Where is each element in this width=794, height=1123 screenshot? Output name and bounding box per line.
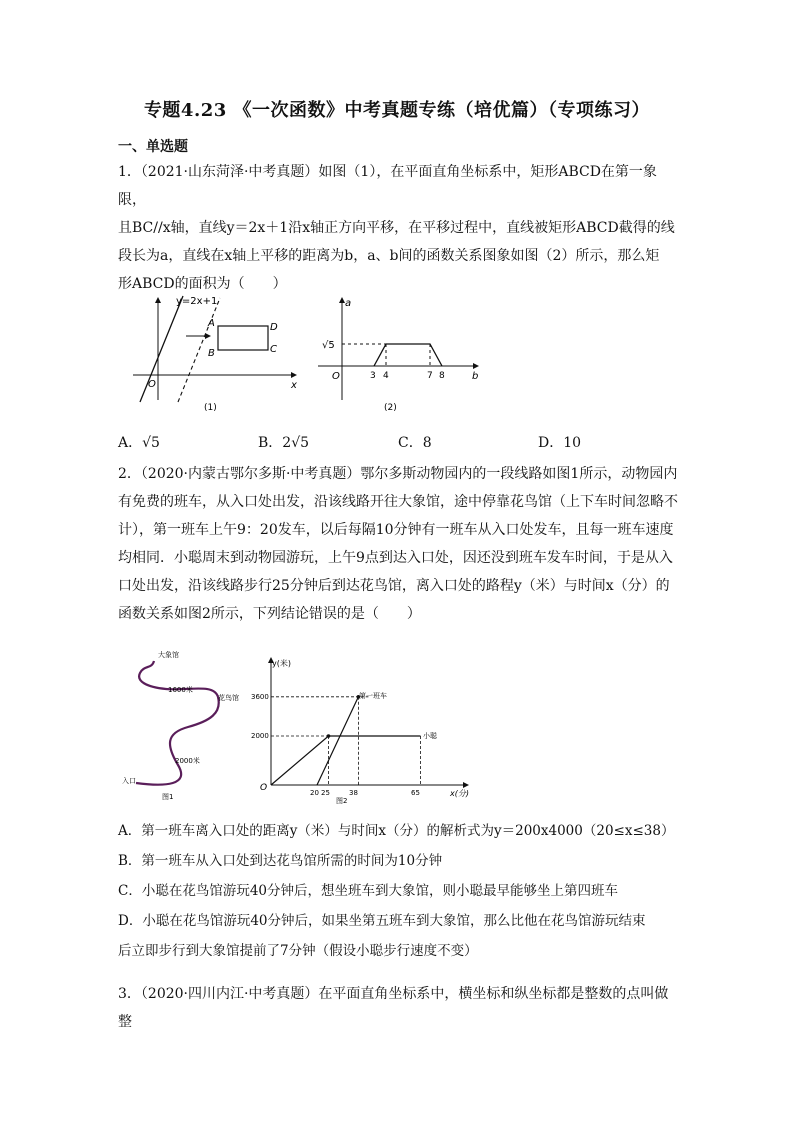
tick-3: 3 [370, 371, 376, 381]
tick-8: 8 [439, 371, 445, 381]
chart-guides [271, 697, 421, 785]
option-b[interactable]: B．2√5 [258, 435, 310, 451]
chart-caption: 图2 [336, 797, 348, 805]
data-point-25 [327, 734, 331, 738]
bird-house-label: 花鸟馆 [218, 694, 239, 702]
a-axis-label: a [345, 298, 352, 309]
chart-series [271, 697, 421, 785]
q3-line: 3．（2020·四川内江·中考真题）在平面直角坐标系中，横坐标和纵坐标都是整数的点叫做整 [118, 986, 669, 1030]
origin-label: O [148, 379, 156, 390]
option-d[interactable]: D．10 [538, 435, 582, 451]
elephant-house-label: 大象馆 [158, 651, 179, 659]
origin-label: O [260, 783, 268, 793]
q1-figure-1 [128, 290, 308, 420]
option-c[interactable]: C．小聪在花鸟馆游玩40分钟后，想坐班车到大象馆，则小聪最早能够坐上第四班车 [118, 883, 619, 899]
x-tick-65: 65 [411, 789, 420, 797]
q2-options [118, 816, 688, 966]
tick-4: 4 [383, 371, 389, 381]
q2-line: 均相同．小聪周末到动物园游玩，上午9点到达入口处，因还没到班车发车时间，于是从入 [118, 550, 673, 566]
q2-line: 函数关系如图2所示，下列结论错误的是（ ） [118, 606, 421, 622]
point-b-label: B [208, 348, 215, 359]
walker-label: 小聪 [423, 732, 437, 740]
point-d-label: D [270, 322, 278, 333]
x-tick-20: 20 [310, 789, 319, 797]
figure-caption: (2) [384, 403, 397, 413]
route-path [136, 661, 219, 785]
page-title: 专题4.23 《一次函数》中考真题专练（培优篇）（专项练习） [143, 100, 651, 121]
b-axis-label: b [472, 371, 479, 382]
x-axis-label: x(分) [450, 789, 469, 798]
map-caption: 图1 [162, 793, 174, 801]
series-line-walker [271, 736, 421, 785]
entrance-label: 入口 [122, 777, 136, 785]
q2-line: 口处出发，沿该线路步行25分钟后到达花鸟馆，离入口处的路程y（米）与时间x（分）的 [118, 578, 670, 594]
q2-route-map [118, 645, 248, 805]
option-d[interactable]: D．小聪在花鸟馆游玩40分钟后，如果坐第五班车到大象馆，那么比他在花鸟馆游玩结束 [118, 913, 646, 929]
q1-line: 1．（2021·山东菏泽·中考真题）如图（1），在平面直角坐标系中，矩形ABCD在第一象限， [118, 164, 657, 208]
tick-7: 7 [427, 371, 433, 381]
q2-chart [248, 650, 478, 810]
line-y-2x-1 [140, 296, 183, 402]
question-2-text [118, 460, 678, 628]
distance-1600-label: 1600米 [168, 686, 193, 694]
function-graph [374, 344, 442, 366]
q2-line: 2．（2020·内蒙古鄂尔多斯·中考真题）鄂尔多斯动物园内的一段线路如图1所示，动物园内 [118, 466, 678, 482]
point-c-label: C [270, 344, 277, 355]
chart-marks [327, 695, 361, 738]
q2-line: 有免费的班车，从入口处出发，沿该线路开往大象馆，途中停靠花鸟馆（上下车时间忽略不 [118, 494, 678, 510]
bus-label: 第一班车 [359, 692, 387, 700]
y-tick-2000: 2000 [251, 732, 269, 740]
line-label: y=2x+1 [176, 296, 218, 307]
x-axis-label: x [291, 380, 297, 391]
point-a-label: A [208, 318, 215, 329]
y-tick-3600: 3600 [251, 693, 269, 701]
sqrt5-label: √5 [322, 340, 335, 351]
option-a[interactable]: A．第一班车离入口处的距离y（米）与时间x（分）的解析式为y＝200x4000（20≤x≤38） [118, 823, 675, 839]
figure-caption: (1) [204, 403, 217, 413]
y-axis-label: y(米) [272, 659, 291, 668]
distance-2000-label: 2000米 [175, 757, 200, 765]
option-a[interactable]: A．√5 [118, 435, 160, 451]
origin-label: O [332, 371, 340, 382]
option-b[interactable]: B．第一班车从入口处到达花鸟馆所需的时间为10分钟 [118, 853, 443, 869]
rectangle-abcd [218, 326, 268, 350]
section-heading: 一、单选题 [118, 139, 188, 155]
q1-line: 形ABCD的面积为（ ） [118, 276, 287, 292]
q1-line: 且BC//x轴，直线y＝2x＋1沿x轴正方向平移，在平移过程中，直线被矩形ABCD截得的线 [118, 220, 675, 236]
q1-figure-2 [308, 290, 488, 420]
question-1-text [118, 158, 678, 298]
x-tick-25: 25 [321, 789, 330, 797]
q2-line: 计），第一班车上午9：20发车，以后每隔10分钟有一班车从入口处发车，且每一班车速度 [118, 522, 674, 538]
option-c[interactable]: C．8 [398, 435, 432, 451]
q1-line: 段长为a，直线在x轴上平移的距离为b，a、b间的函数关系图象如图（2）所示，那么矩 [118, 248, 660, 264]
option-d-continued: 后立即步行到大象馆提前了7分钟（假设小聪步行速度不变） [118, 943, 478, 959]
question-3-text [118, 980, 678, 1036]
x-tick-38: 38 [349, 789, 358, 797]
